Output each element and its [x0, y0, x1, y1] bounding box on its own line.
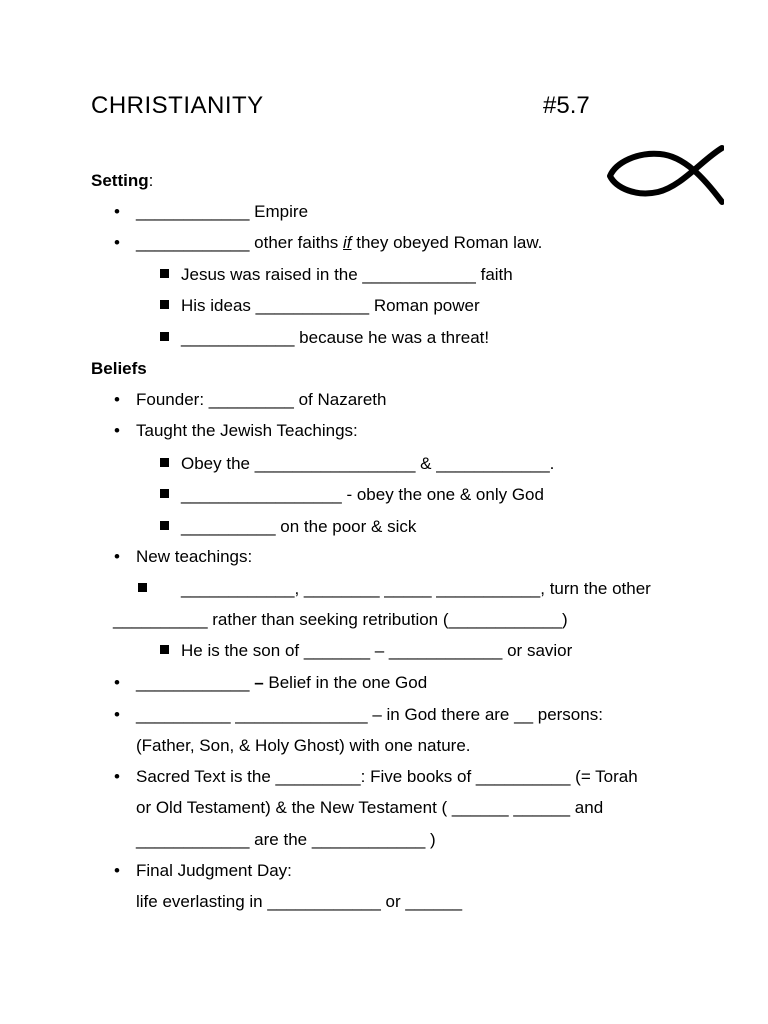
square-bullet-icon	[160, 300, 169, 309]
taught-subitem: __________ on the poor & sick	[181, 517, 417, 536]
beliefs-founder: Founder: _________ of Nazareth	[136, 390, 387, 409]
beliefs-heading: Beliefs	[91, 359, 147, 378]
bullet-icon: •	[114, 547, 120, 566]
page-header	[91, 92, 611, 126]
page-title: CHRISTIANITY	[91, 92, 264, 119]
bullet-icon: •	[114, 861, 120, 880]
bullet-icon: •	[114, 673, 120, 692]
beliefs-judgment-line1: Final Judgment Day:	[136, 861, 292, 880]
taught-subitem: Obey the _________________ & ____________.	[181, 454, 555, 473]
bullet-icon: •	[114, 390, 120, 409]
taught-subitem: _________________ - obey the one & only God	[181, 485, 544, 504]
setting-subitem: Jesus was raised in the ____________ faith	[181, 265, 513, 284]
setting-heading: Setting:	[91, 171, 154, 190]
bullet-icon: •	[114, 705, 120, 724]
beliefs-trinity-line2: (Father, Son, & Holy Ghost) with one nature.	[136, 736, 471, 755]
new-teaching-subitem-line1: ____________, ________ _____ ___________, turn the other	[181, 579, 651, 598]
ichthys-fish-icon	[606, 144, 724, 206]
square-bullet-icon	[160, 645, 169, 654]
square-bullet-icon	[160, 521, 169, 530]
square-bullet-icon	[160, 332, 169, 341]
beliefs-monotheism: ____________ – Belief in the one God	[136, 673, 428, 692]
beliefs-sacred-text-line2: or Old Testament) & the New Testament ( ______ ______ and	[136, 798, 604, 817]
beliefs-trinity-line1: __________ ______________ – in God there are __ persons:	[136, 705, 603, 724]
bullet-icon: •	[114, 421, 120, 440]
setting-item-empire: ____________ Empire	[136, 202, 309, 221]
square-bullet-icon	[138, 583, 147, 592]
lesson-number: #5.7	[543, 92, 590, 119]
beliefs-new-teachings: New teachings:	[136, 547, 253, 566]
square-bullet-icon	[160, 269, 169, 278]
new-teaching-subitem: He is the son of _______ – ____________ or savior	[181, 641, 573, 660]
beliefs-judgment-line2: life everlasting in ____________ or ______	[136, 892, 463, 911]
setting-item-faiths: ____________ other faiths if they obeyed Roman law.	[136, 233, 543, 252]
bullet-icon: •	[114, 767, 120, 786]
setting-subitem: ____________ because he was a threat!	[181, 328, 490, 347]
square-bullet-icon	[160, 458, 169, 467]
new-teaching-subitem-line2: __________ rather than seeking retribution (____________)	[113, 610, 568, 629]
square-bullet-icon	[160, 489, 169, 498]
setting-subitem: His ideas ____________ Roman power	[181, 296, 480, 315]
beliefs-sacred-text-line3: ____________ are the ____________ )	[136, 830, 436, 849]
beliefs-taught: Taught the Jewish Teachings:	[136, 421, 358, 440]
beliefs-sacred-text-line1: Sacred Text is the _________: Five books of __________ (= Torah	[136, 767, 638, 786]
bullet-icon: •	[114, 233, 120, 252]
bullet-icon: •	[114, 202, 120, 221]
